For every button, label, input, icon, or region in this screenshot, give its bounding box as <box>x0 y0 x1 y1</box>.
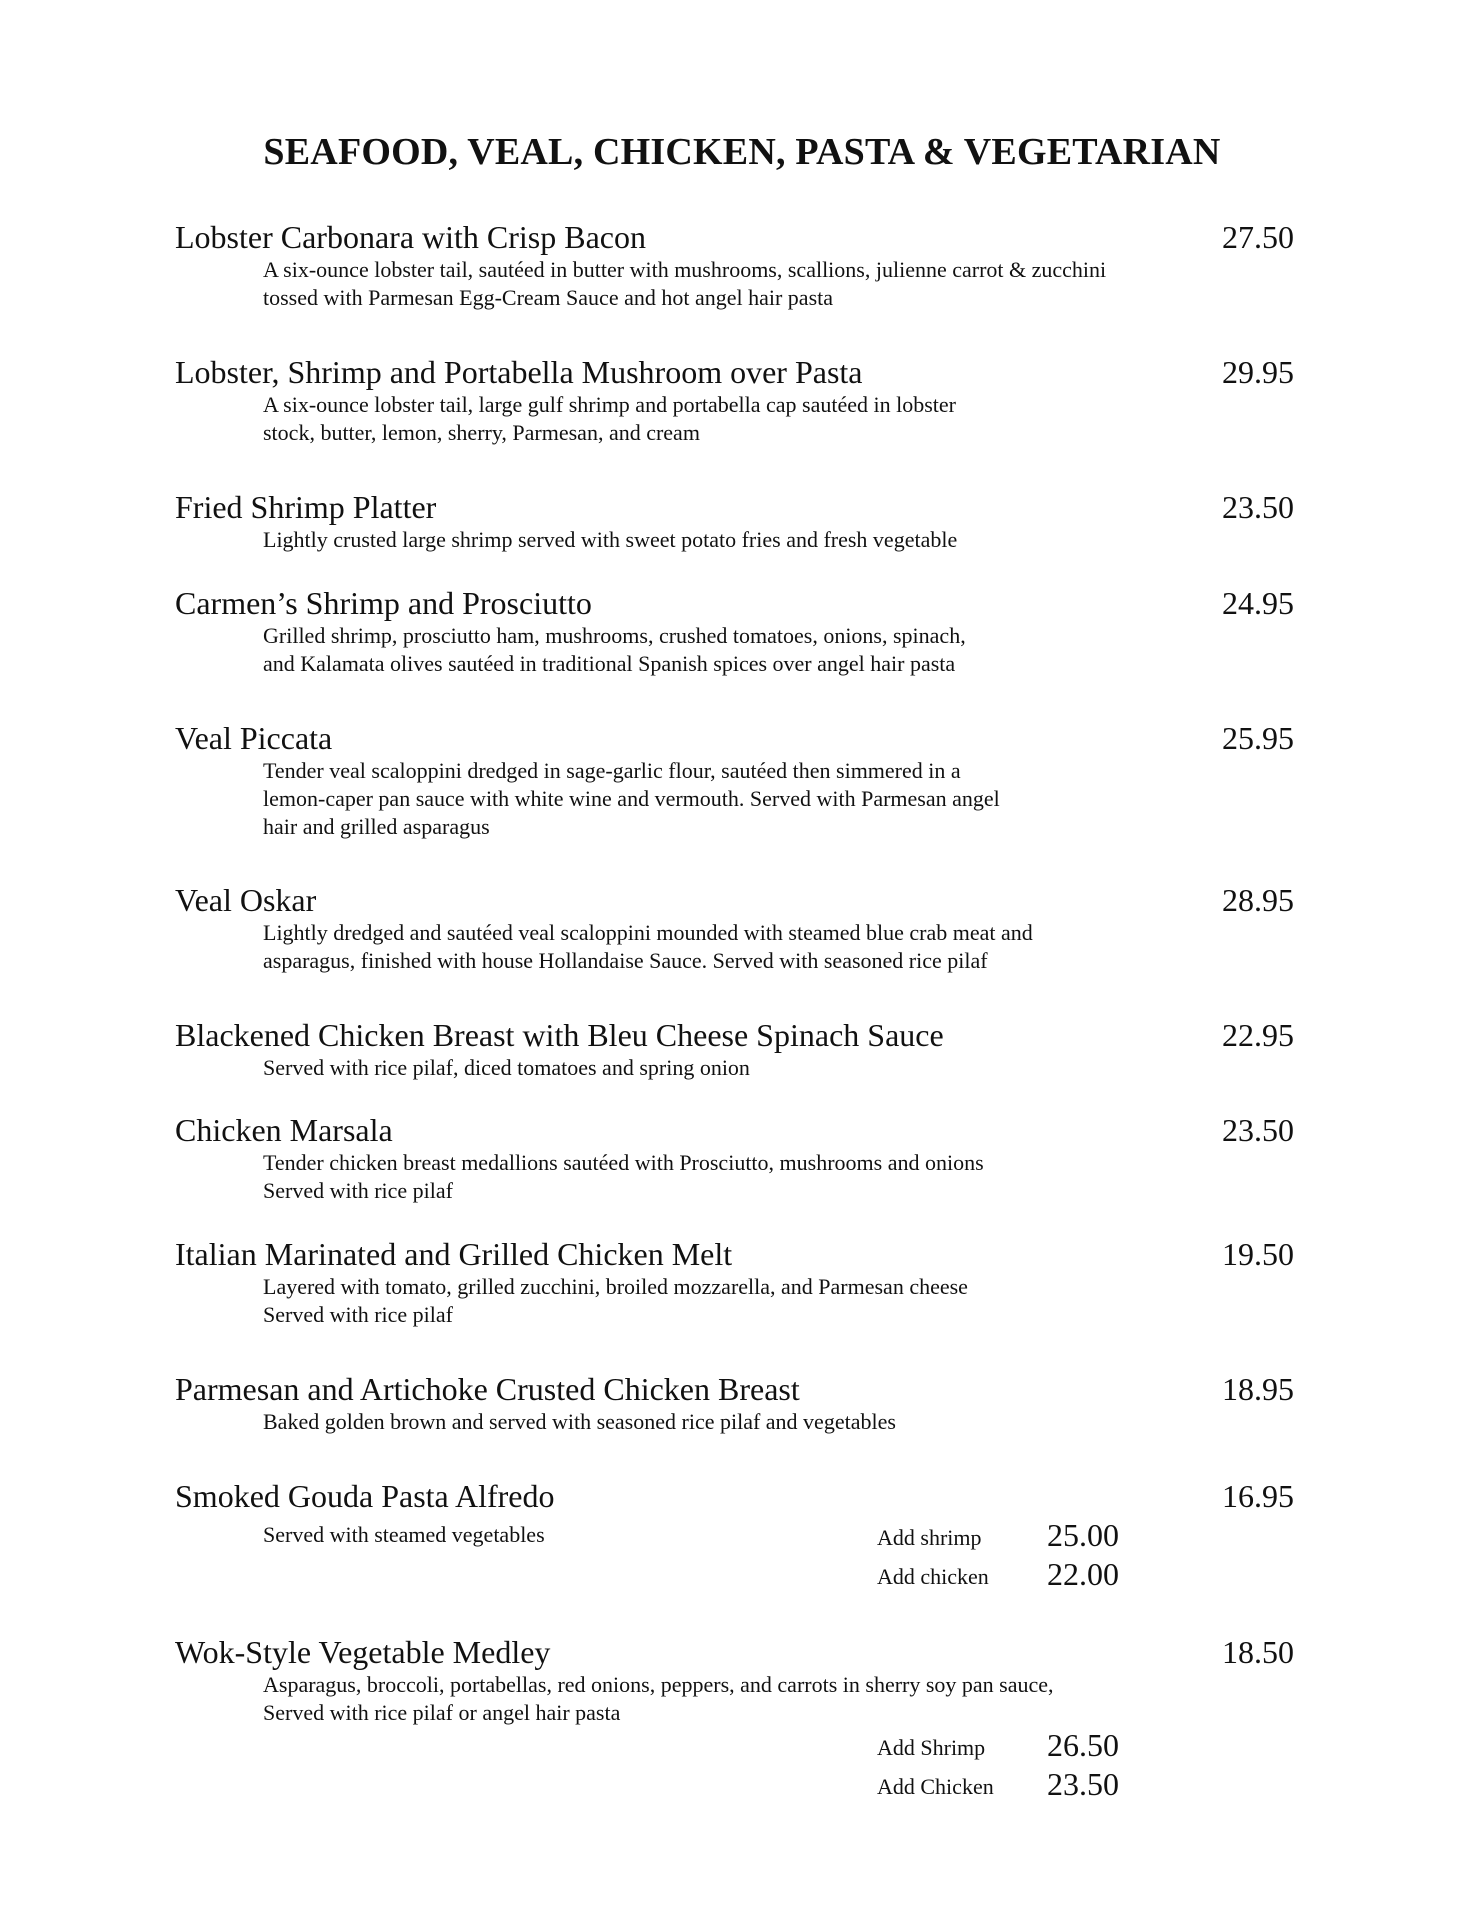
add-on-label: Add Chicken <box>877 1774 994 1799</box>
menu-item-description <box>263 1054 1263 1082</box>
add-on-label: Add Shrimp <box>877 1735 986 1760</box>
menu-item-price: 27.50 <box>1222 219 1294 255</box>
menu-item-description <box>263 1149 1263 1205</box>
menu-item-price: 28.95 <box>1222 882 1294 918</box>
description-line: Tender veal scaloppini dredged in sage-garlic flour, sautéed then simmered in a <box>263 758 961 783</box>
add-on-price: 25.00 <box>1047 1517 1119 1553</box>
description-line: Lightly dredged and sautéed veal scaloppini mounded with steamed blue crab meat and <box>263 920 1033 945</box>
description-line: Grilled shrimp, prosciutto ham, mushrooms, crushed tomatoes, onions, spinach, <box>263 623 966 648</box>
description-line: Tender chicken breast medallions sautéed with Prosciutto, mushrooms and onions <box>263 1150 984 1175</box>
menu-item-description <box>263 391 1263 447</box>
add-on-price: 22.00 <box>1047 1556 1119 1592</box>
menu-item-price: 25.95 <box>1222 720 1294 756</box>
menu-item-name: Wok-Style Vegetable Medley <box>175 1634 551 1670</box>
menu-item-description <box>263 526 1263 554</box>
menu-item-name: Fried Shrimp Platter <box>175 489 437 525</box>
menu-item-name: Lobster, Shrimp and Portabella Mushroom over Pasta <box>175 354 863 390</box>
menu-item-name: Lobster Carbonara with Crisp Bacon <box>175 219 646 255</box>
menu-item-price: 29.95 <box>1222 354 1294 390</box>
menu-item-description <box>263 1408 1263 1436</box>
add-on-option <box>877 1516 1147 1554</box>
description-line: stock, butter, lemon, sherry, Parmesan, and cream <box>263 420 700 445</box>
menu-item-price: 24.95 <box>1222 585 1294 621</box>
description-line: Served with rice pilaf or angel hair pasta <box>263 1700 621 1725</box>
description-line: A six-ounce lobster tail, sautéed in butter with mushrooms, scallions, julienne carrot & zucchini <box>263 257 1107 282</box>
description-line: Layered with tomato, grilled zucchini, broiled mozzarella, and Parmesan cheese <box>263 1274 968 1299</box>
description-line: lemon-caper pan sauce with white wine and vermouth. Served with Parmesan angel <box>263 786 1000 811</box>
menu-item-description <box>263 757 1263 841</box>
description-line: Asparagus, broccoli, portabellas, red onions, peppers, and carrots in sherry soy pan sauce, <box>263 1672 1054 1697</box>
add-on-label: Add shrimp <box>877 1525 982 1550</box>
page-title: SEAFOOD, VEAL, CHICKEN, PASTA & VEGETARIAN <box>263 131 1221 173</box>
description-line: asparagus, finished with house Hollandaise Sauce. Served with seasoned rice pilaf <box>263 948 988 973</box>
menu-item-description <box>263 1273 1263 1329</box>
description-line: tossed with Parmesan Egg-Cream Sauce and hot angel hair pasta <box>263 285 834 310</box>
add-on-option <box>877 1555 1147 1593</box>
description-line: and Kalamata olives sautéed in traditional Spanish spices over angel hair pasta <box>263 651 956 676</box>
menu-item-name: Carmen’s Shrimp and Prosciutto <box>175 585 592 621</box>
menu-item-name: Italian Marinated and Grilled Chicken Melt <box>175 1236 733 1272</box>
menu-item-name: Blackened Chicken Breast with Bleu Cheese Spinach Sauce <box>175 1017 944 1053</box>
menu-item-description <box>263 622 1263 678</box>
menu-item-name: Smoked Gouda Pasta Alfredo <box>175 1478 555 1514</box>
description-line: hair and grilled asparagus <box>263 814 490 839</box>
description-line: Served with rice pilaf <box>263 1178 453 1203</box>
add-on-option <box>877 1765 1147 1803</box>
menu-item-price: 16.95 <box>1222 1478 1294 1514</box>
add-on-price: 23.50 <box>1047 1766 1119 1802</box>
description-line: Served with rice pilaf <box>263 1302 453 1327</box>
menu-item-price: 23.50 <box>1222 489 1294 525</box>
menu-item-price: 22.95 <box>1222 1017 1294 1053</box>
description-line: Served with rice pilaf, diced tomatoes and spring onion <box>263 1055 750 1080</box>
description-line: Served with steamed vegetables <box>263 1522 545 1547</box>
menu-item-name: Veal Oskar <box>175 882 317 918</box>
menu-item-description <box>263 919 1263 975</box>
menu-item-price: 18.50 <box>1222 1634 1294 1670</box>
menu-item-name: Parmesan and Artichoke Crusted Chicken Breast <box>175 1371 800 1407</box>
menu-item-price: 18.95 <box>1222 1371 1294 1407</box>
menu-item-price: 19.50 <box>1222 1236 1294 1272</box>
description-line: Lightly crusted large shrimp served with sweet potato fries and fresh vegetable <box>263 527 958 552</box>
add-on-price: 26.50 <box>1047 1727 1119 1763</box>
menu-item-price: 23.50 <box>1222 1112 1294 1148</box>
menu-item-description <box>263 1671 1263 1727</box>
add-on-option <box>877 1726 1147 1764</box>
description-line: Baked golden brown and served with seasoned rice pilaf and vegetables <box>263 1409 896 1434</box>
menu-item-name: Veal Piccata <box>175 720 333 756</box>
description-line: A six-ounce lobster tail, large gulf shrimp and portabella cap sautéed in lobster <box>263 392 957 417</box>
add-on-label: Add chicken <box>877 1564 989 1589</box>
menu-item-name: Chicken Marsala <box>175 1112 393 1148</box>
menu-item-description <box>263 256 1263 312</box>
